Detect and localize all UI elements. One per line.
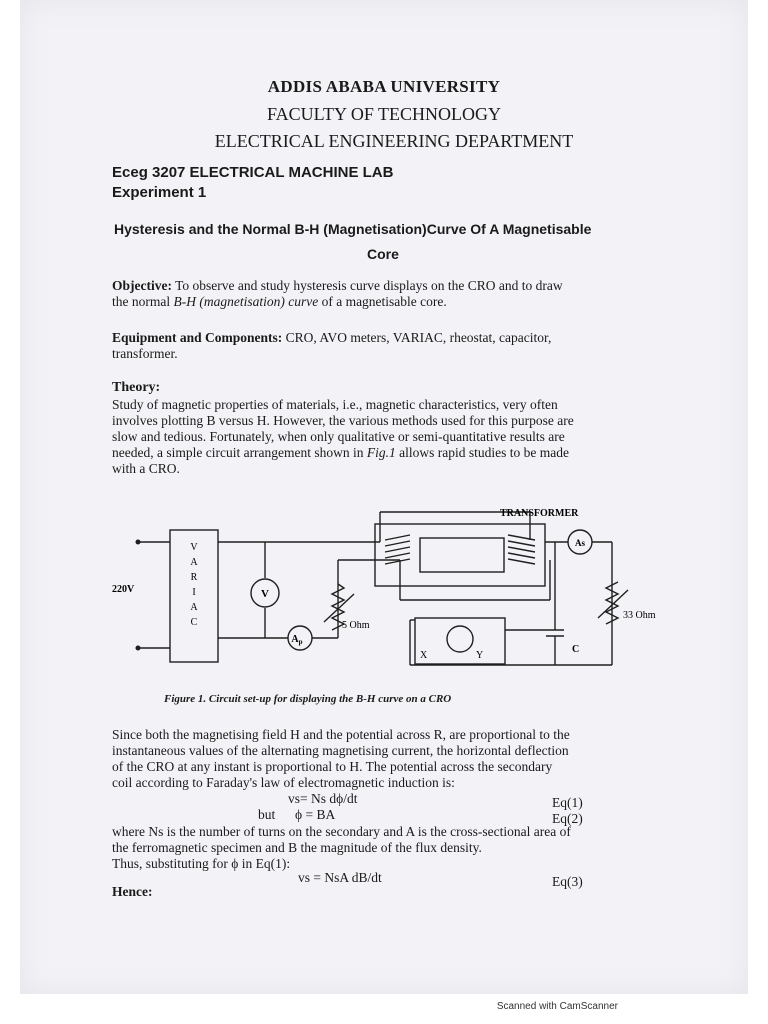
theory-text-4a: needed, a simple circuit arrangement shown in bbox=[112, 445, 367, 460]
secondary-winding bbox=[508, 535, 535, 564]
course-code-title: Eceg 3207 ELECTRICAL MACHINE LAB bbox=[112, 164, 394, 181]
theory-line-4 bbox=[112, 445, 569, 461]
resistor-33-label: 33 Ohm bbox=[623, 610, 656, 621]
ap-subscript: p bbox=[298, 638, 303, 646]
equation-3-label: Eq(3) bbox=[552, 874, 583, 889]
experiment-title-line2: Core bbox=[367, 246, 399, 262]
body-line: of the CRO at any instant is proportional to H. The potential across the secondary bbox=[112, 759, 553, 774]
terminal-top bbox=[136, 540, 141, 545]
capacitor-label: C bbox=[572, 644, 580, 655]
body-line: instantaneous values of the alternating magnetising current, the horizontal deflection bbox=[112, 743, 569, 758]
equipment-text: CRO, AVO meters, VARIAC, rheostat, capacitor, bbox=[282, 330, 552, 345]
equation-2-prefix: but bbox=[258, 807, 276, 822]
experiment-number: Experiment 1 bbox=[112, 184, 207, 201]
theory-heading: Theory: bbox=[112, 380, 161, 395]
variac-letter: R bbox=[190, 572, 198, 583]
objective-text-2a: the normal bbox=[112, 294, 174, 309]
figure-reference: Fig.1 bbox=[366, 445, 396, 460]
figure-caption: Figure 1. Circuit set-up for displaying the B-H curve on a CRO bbox=[164, 693, 452, 705]
equation-2: ϕ = BA bbox=[295, 807, 336, 822]
ap-letter: A bbox=[291, 634, 299, 645]
theory-line-5: with a CRO. bbox=[112, 461, 180, 476]
equation-2-label: Eq(2) bbox=[552, 811, 583, 826]
body-line: Since both the magnetising field H and the potential across R, are proportional to the bbox=[112, 727, 570, 742]
circuit-diagram bbox=[110, 500, 670, 682]
body-after-line: the ferromagnetic specimen and B the magnitude of the flux density. bbox=[112, 840, 482, 855]
hence-label: Hence: bbox=[112, 884, 153, 899]
objective-line2 bbox=[112, 294, 447, 310]
objective-label: Objective: bbox=[112, 278, 172, 293]
equation-3: vs = NsA dB/dt bbox=[298, 870, 382, 885]
variac-letter: A bbox=[190, 602, 198, 613]
voltmeter-label: V bbox=[261, 588, 269, 600]
body-after-line: Thus, substituting for ϕ in Eq(1): bbox=[112, 856, 291, 871]
cro-screen bbox=[447, 626, 473, 652]
faculty-title: FACULTY OF TECHNOLOGY bbox=[266, 104, 502, 124]
university-title: ADDIS ABABA UNIVERSITY bbox=[267, 77, 501, 96]
theory-line: involves plotting B versus H. However, the various methods used for this purpose are bbox=[112, 413, 574, 428]
department-title: ELECTRICAL ENGINEERING DEPARTMENT bbox=[214, 131, 574, 151]
cro-y-label: Y bbox=[476, 650, 484, 661]
primary-ammeter-label bbox=[291, 634, 302, 646]
objective-text: To observe and study hysteresis curve displays on the CRO and to draw bbox=[171, 278, 563, 293]
equation-1: vs= Ns dϕ/dt bbox=[288, 791, 358, 806]
equipment-label: Equipment and Components: bbox=[112, 330, 283, 345]
cro-x-label: X bbox=[420, 650, 428, 661]
objective-line1 bbox=[112, 278, 563, 294]
theory-line: slow and tedious. Fortunately, when only qualitative or semi-quantitative results are bbox=[112, 429, 565, 444]
variac-letter: I bbox=[192, 587, 196, 598]
equipment-line2: transformer. bbox=[112, 346, 178, 361]
scanner-watermark: Scanned with CamScanner bbox=[496, 1001, 618, 1012]
variac-letter: A bbox=[190, 557, 198, 568]
body-line: coil according to Faraday's law of electromagnetic induction is: bbox=[112, 775, 455, 790]
transformer-core-window bbox=[420, 538, 504, 572]
terminal-bottom bbox=[136, 646, 141, 651]
variac-letter: V bbox=[190, 542, 198, 553]
cro-box bbox=[415, 618, 505, 664]
supply-voltage-label: 220V bbox=[112, 584, 135, 595]
variac-letter: C bbox=[190, 617, 198, 628]
rheostat-5-label: 5 Ohm bbox=[342, 620, 370, 631]
theory-text-4c: allows rapid studies to be made bbox=[395, 445, 570, 460]
equation-1-label: Eq(1) bbox=[552, 795, 583, 810]
body-after-line: where Ns is the number of turns on the secondary and A is the cross-sectional area of bbox=[112, 824, 571, 839]
objective-text-2b: B-H (magnetisation) curve bbox=[173, 294, 319, 309]
experiment-title-line1: Hysteresis and the Normal B-H (Magnetisation)Curve Of A Magnetisable bbox=[114, 221, 592, 237]
theory-line: Study of magnetic properties of materials, i.e., magnetic characteristics, very often bbox=[112, 397, 558, 412]
equipment-line1 bbox=[112, 330, 551, 346]
transformer-label: TRANSFORMER bbox=[500, 508, 579, 519]
secondary-ammeter-label: As bbox=[574, 538, 586, 548]
objective-text-2c: of a magnetisable core. bbox=[318, 294, 447, 309]
